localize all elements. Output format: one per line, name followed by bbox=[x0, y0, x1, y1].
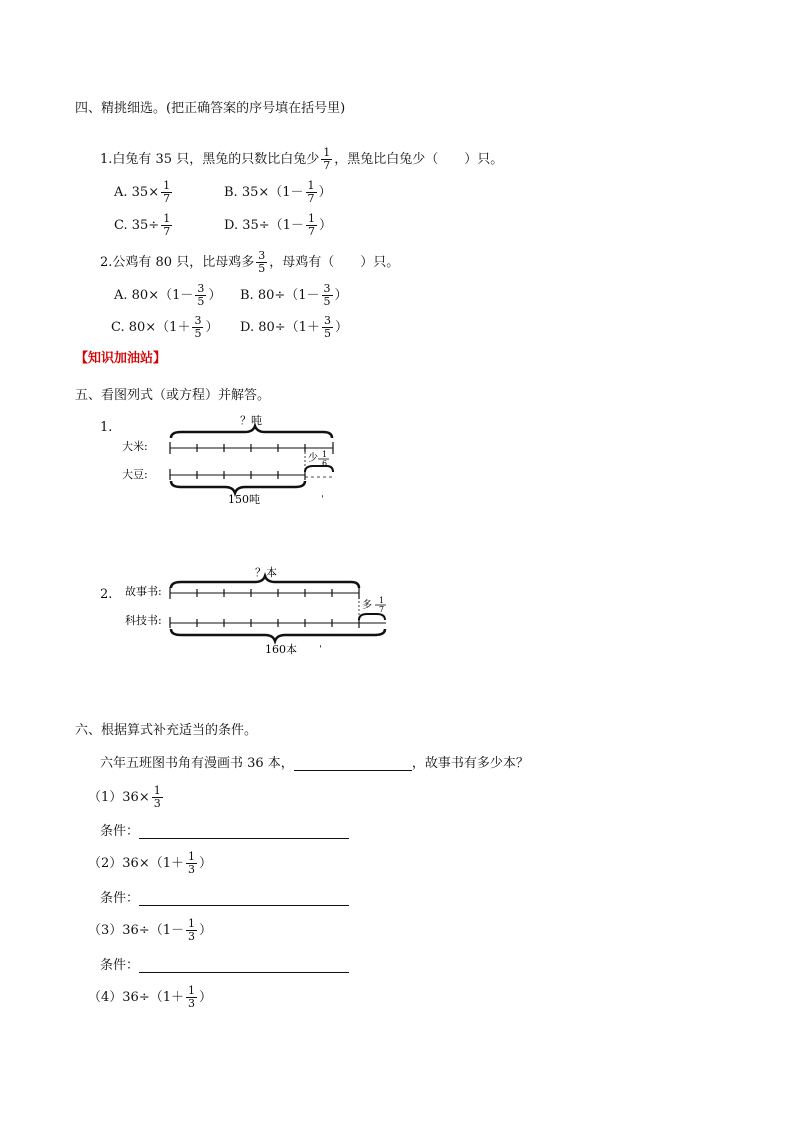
condition-1-blank[interactable] bbox=[139, 824, 349, 839]
d2-top-label: ？本 bbox=[255, 566, 277, 579]
condition-2: 条件： bbox=[100, 887, 349, 906]
condition-3: 条件： bbox=[100, 954, 349, 973]
d2-row1-label: 故事书: bbox=[125, 585, 162, 598]
q2-option-c[interactable]: C. 80×（1＋ $\frac{3}{5}$ ） bbox=[111, 314, 219, 340]
condition-1: 条件： bbox=[100, 820, 349, 839]
diagram-2 bbox=[115, 562, 405, 662]
sec6-item-4: （4）36÷（1＋ $\frac{1}{3}$ ） bbox=[88, 984, 212, 1010]
d1-row1-label: 大米: bbox=[122, 440, 148, 453]
fraction: $\frac{1}{7}$ bbox=[323, 146, 331, 172]
diagram-2-number: 2. bbox=[100, 587, 113, 602]
d1-bottom-brace bbox=[171, 481, 305, 493]
question-1: 1.白兔有 35 只，黑兔的只数比白兔少 $\frac{1}{7}$ ，黑兔比白兔少（ ）只。 bbox=[100, 146, 504, 172]
q1-option-b[interactable]: B. 35×（1－ $\frac{1}{7}$ ） bbox=[224, 179, 332, 205]
d1-row2-label: 大豆: bbox=[122, 468, 148, 481]
q1-option-c[interactable]: C. 35÷ $\frac{1}{7}$ bbox=[114, 212, 171, 238]
d1-bottom-label: 150吨 bbox=[228, 493, 260, 506]
knowledge-station-heading: 【知识加油站】 bbox=[75, 351, 167, 366]
svg-text:ˈ: ˈ bbox=[319, 645, 322, 656]
section-4-title: 四、精挑细选。(把正确答案的序号填在括号里) bbox=[75, 101, 346, 116]
condition-3-blank[interactable] bbox=[139, 958, 349, 973]
section-6-stem: 六年五班图书角有漫画书 36 本， ，故事书有多少本？ bbox=[100, 756, 529, 771]
diagram-1-number: 1. bbox=[100, 420, 113, 435]
q1-option-d[interactable]: D. 35÷（1－ $\frac{1}{7}$ ） bbox=[224, 212, 332, 238]
d1-top-label: ？吨 bbox=[240, 414, 262, 427]
d2-note: 多 bbox=[362, 600, 372, 611]
d2-top-brace bbox=[171, 576, 359, 588]
q1-option-a[interactable]: A. 35× $\frac{1}{7}$ bbox=[114, 179, 171, 205]
d2-frac-d: 7 bbox=[379, 605, 385, 614]
section-5-title: 五、看图列式（或方程）并解答。 bbox=[75, 388, 271, 403]
question-2: 2.公鸡有 80 只，比母鸡多 $\frac{3}{5}$ ，母鸡有（ ）只。 bbox=[100, 249, 400, 275]
d2-row2-label: 科技书: bbox=[125, 614, 162, 627]
d2-bottom-brace bbox=[171, 629, 385, 641]
sec6-item-2: （2）36×（1＋ $\frac{1}{3}$ ） bbox=[88, 850, 212, 876]
d2-frac-n: 1 bbox=[379, 596, 385, 605]
d1-note: 少 bbox=[308, 453, 318, 464]
d1-frac-n: 1 bbox=[322, 450, 328, 459]
svg-text:ˈ: ˈ bbox=[321, 495, 324, 506]
stem-blank[interactable] bbox=[294, 756, 412, 771]
d1-top-brace bbox=[171, 426, 332, 438]
q2-option-b[interactable]: B. 80÷（1－ $\frac{3}{5}$ ） bbox=[240, 282, 348, 308]
section-6-title: 六、根据算式补充适当的条件。 bbox=[75, 723, 258, 738]
diagram-1 bbox=[115, 408, 365, 508]
sec6-item-3: （3）36÷（1－ $\frac{1}{3}$ ） bbox=[88, 917, 212, 943]
d2-bottom-label: 160本 bbox=[265, 643, 297, 656]
d1-frac-d: 6 bbox=[322, 459, 328, 468]
q2-option-d[interactable]: D. 80÷（1＋ $\frac{3}{5}$ ） bbox=[240, 314, 348, 340]
condition-2-blank[interactable] bbox=[139, 891, 349, 906]
sec6-item-1: （1）36× $\frac{1}{3}$ bbox=[88, 784, 161, 810]
q2-option-a[interactable]: A. 80×（1－ $\frac{3}{5}$ ） bbox=[114, 282, 222, 308]
